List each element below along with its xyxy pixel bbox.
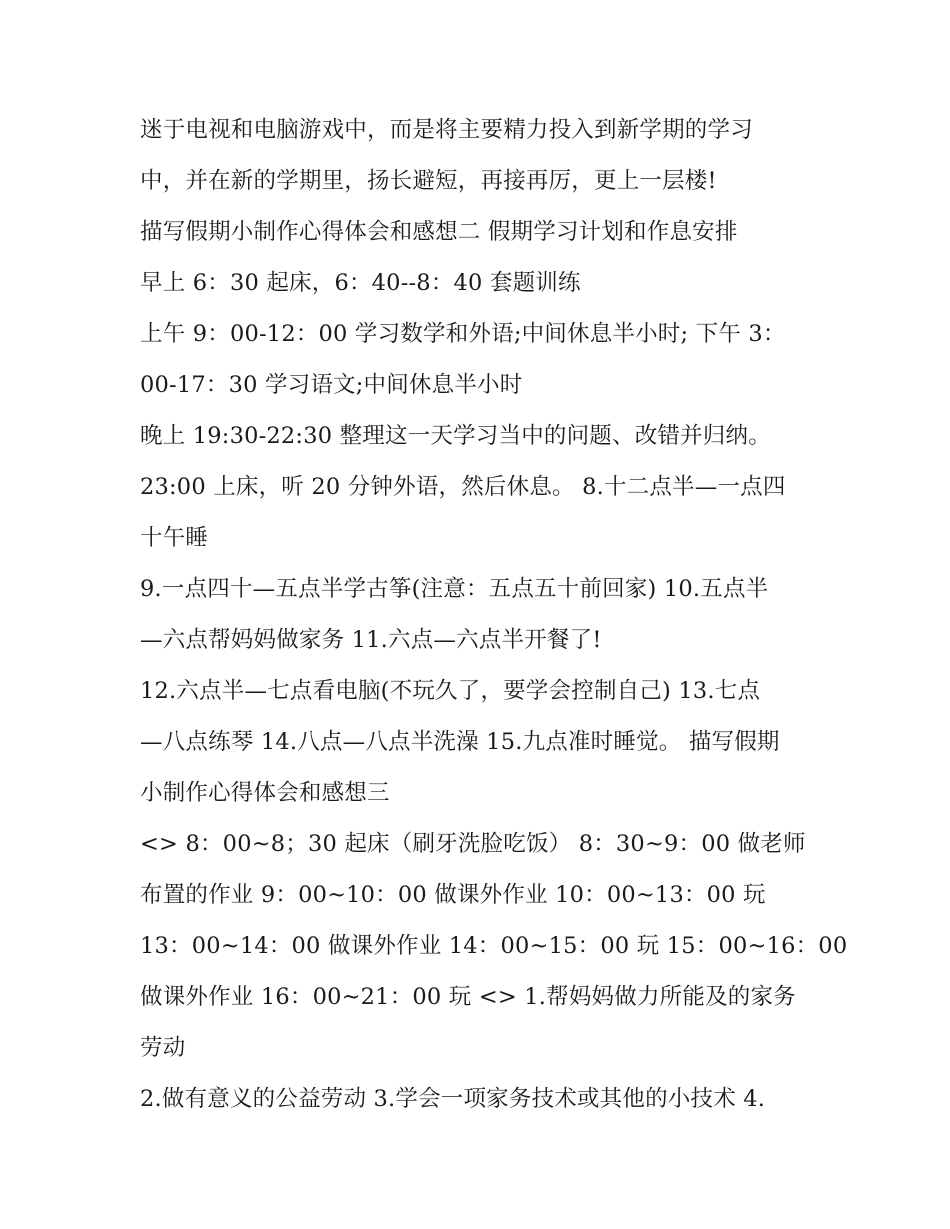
text-line: 布置的作业 9：00~10：00 做课外作业 10：00~13：00 玩: [140, 882, 766, 908]
text-line: <> 8：00~8；30 起床（刷牙洗脸吃饭） 8：30~9：00 做老师: [140, 831, 806, 857]
text-line: 做课外作业 16：00~21：00 玩 <> 1.帮妈妈做力所能及的家务: [140, 984, 796, 1010]
text-line: 早上 6：30 起床，6：40--8：40 套题训练: [140, 270, 581, 296]
text-line: 中，并在新的学期里，扬长避短，再接再厉，更上一层楼!: [140, 168, 717, 194]
text-line: 描写假期小制作心得体会和感想二 假期学习计划和作息安排: [140, 219, 738, 245]
text-line: 小制作心得体会和感想三: [140, 780, 390, 806]
text-line: 13：00~14：00 做课外作业 14：00~15：00 玩 15：00~16：00: [140, 933, 848, 959]
text-line: 晚上 19:30-22:30 整理这一天学习当中的问题、改错并归纳。: [140, 423, 771, 449]
text-line: —六点帮妈妈做家务 11.六点—六点半开餐了!: [140, 627, 602, 653]
text-line: 十午睡: [140, 525, 209, 551]
text-line: 劳动: [140, 1035, 186, 1061]
text-line: 23:00 上床，听 20 分钟外语，然后休息。 8.十二点半—一点四: [140, 474, 786, 500]
text-line: 9.一点四十—五点半学古筝(注意：五点五十前回家) 10.五点半: [140, 576, 769, 602]
text-line: 00-17：30 学习语文;中间休息半小时: [140, 372, 523, 398]
text-line: 迷于电视和电脑游戏中，而是将主要精力投入到新学期的学习: [140, 117, 753, 143]
text-line: 12.六点半—七点看电脑(不玩久了，要学会控制自己) 13.七点: [140, 678, 761, 704]
document-body: [140, 105, 848, 1125]
text-line: —八点练琴 14.八点—八点半洗澡 15.九点准时睡觉。 描写假期: [140, 729, 780, 755]
text-line: 上午 9：00-12：00 学习数学和外语;中间休息半小时; 下午 3：: [140, 321, 786, 347]
text-line: 2.做有意义的公益劳动 3.学会一项家务技术或其他的小技术 4.: [140, 1086, 766, 1112]
